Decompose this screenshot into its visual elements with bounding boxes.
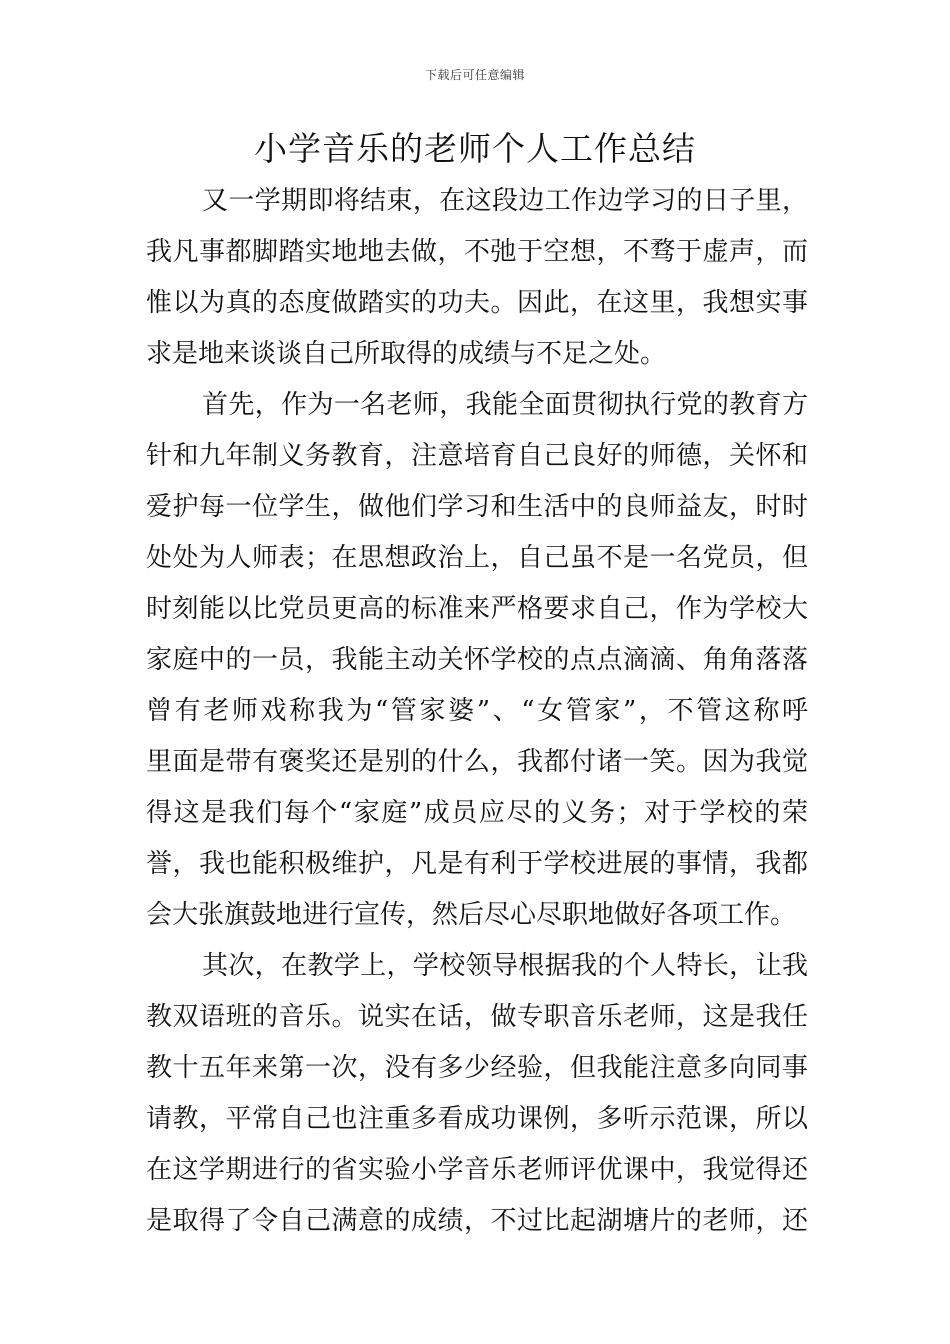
- text-line: 时刻能以比党员更高的标准来严格要求自己，作为学校大: [146, 594, 808, 624]
- text-line: 其次，在教学上，学校领导根据我的个人特长，让我: [202, 951, 808, 981]
- text-line: 誉，我也能积极维护，凡是有利于学校进展的事情，我都: [146, 849, 808, 879]
- text-line: 针和九年制义务教育，注意培育自己良好的师德，关怀和: [146, 441, 808, 471]
- text-line: 是取得了令自己满意的成绩，不过比起湖塘片的老师，还: [146, 1206, 808, 1236]
- text-line: 爱护每一位学生，做他们学习和生活中的良师益友，时时: [146, 492, 808, 522]
- text-line: 曾有老师戏称我为“管家婆”、“女管家”，不管这称呼: [146, 696, 808, 726]
- header-note: 下载后可任意编辑: [424, 68, 525, 82]
- text-line: 首先，作为一名老师，我能全面贯彻执行党的教育方: [202, 390, 808, 420]
- document-body: [146, 176, 808, 1247]
- text-line: 家庭中的一员，我能主动关怀学校的点点滴滴、角角落落: [146, 645, 808, 675]
- document-title: 小学音乐的老师个人工作总结: [254, 129, 696, 168]
- text-line: 处处为人师表；在思想政治上，自己虽不是一名党员，但: [146, 543, 808, 573]
- text-line: 惟以为真的态度做踏实的功夫。因此，在这里，我想实事: [146, 288, 808, 318]
- text-line: 会大张旗鼓地进行宣传，然后尽心尽职地做好各项工作。: [146, 900, 797, 930]
- text-line: 我凡事都脚踏实地地去做，不弛于空想，不骛于虚声，而: [146, 237, 808, 267]
- text-line: 教十五年来第一次，没有多少经验，但我能注意多向同事: [146, 1053, 808, 1083]
- text-line: 得这是我们每个“家庭”成员应尽的义务；对于学校的荣: [146, 798, 808, 828]
- text-line: 在这学期进行的省实验小学音乐老师评优课中，我觉得还: [146, 1155, 808, 1185]
- text-line: 求是地来谈谈自己所取得的成绩与不足之处。: [146, 339, 667, 369]
- text-line: 里面是带有褒奖还是别的什么，我都付诸一笑。因为我觉: [146, 747, 808, 777]
- text-line: 请教，平常自己也注重多看成功课例，多听示范课，所以: [146, 1104, 808, 1134]
- text-line: 教双语班的音乐。说实在话，做专职音乐老师，这是我任: [146, 1002, 808, 1032]
- text-line: 又一学期即将结束，在这段边工作边学习的日子里，: [202, 186, 808, 216]
